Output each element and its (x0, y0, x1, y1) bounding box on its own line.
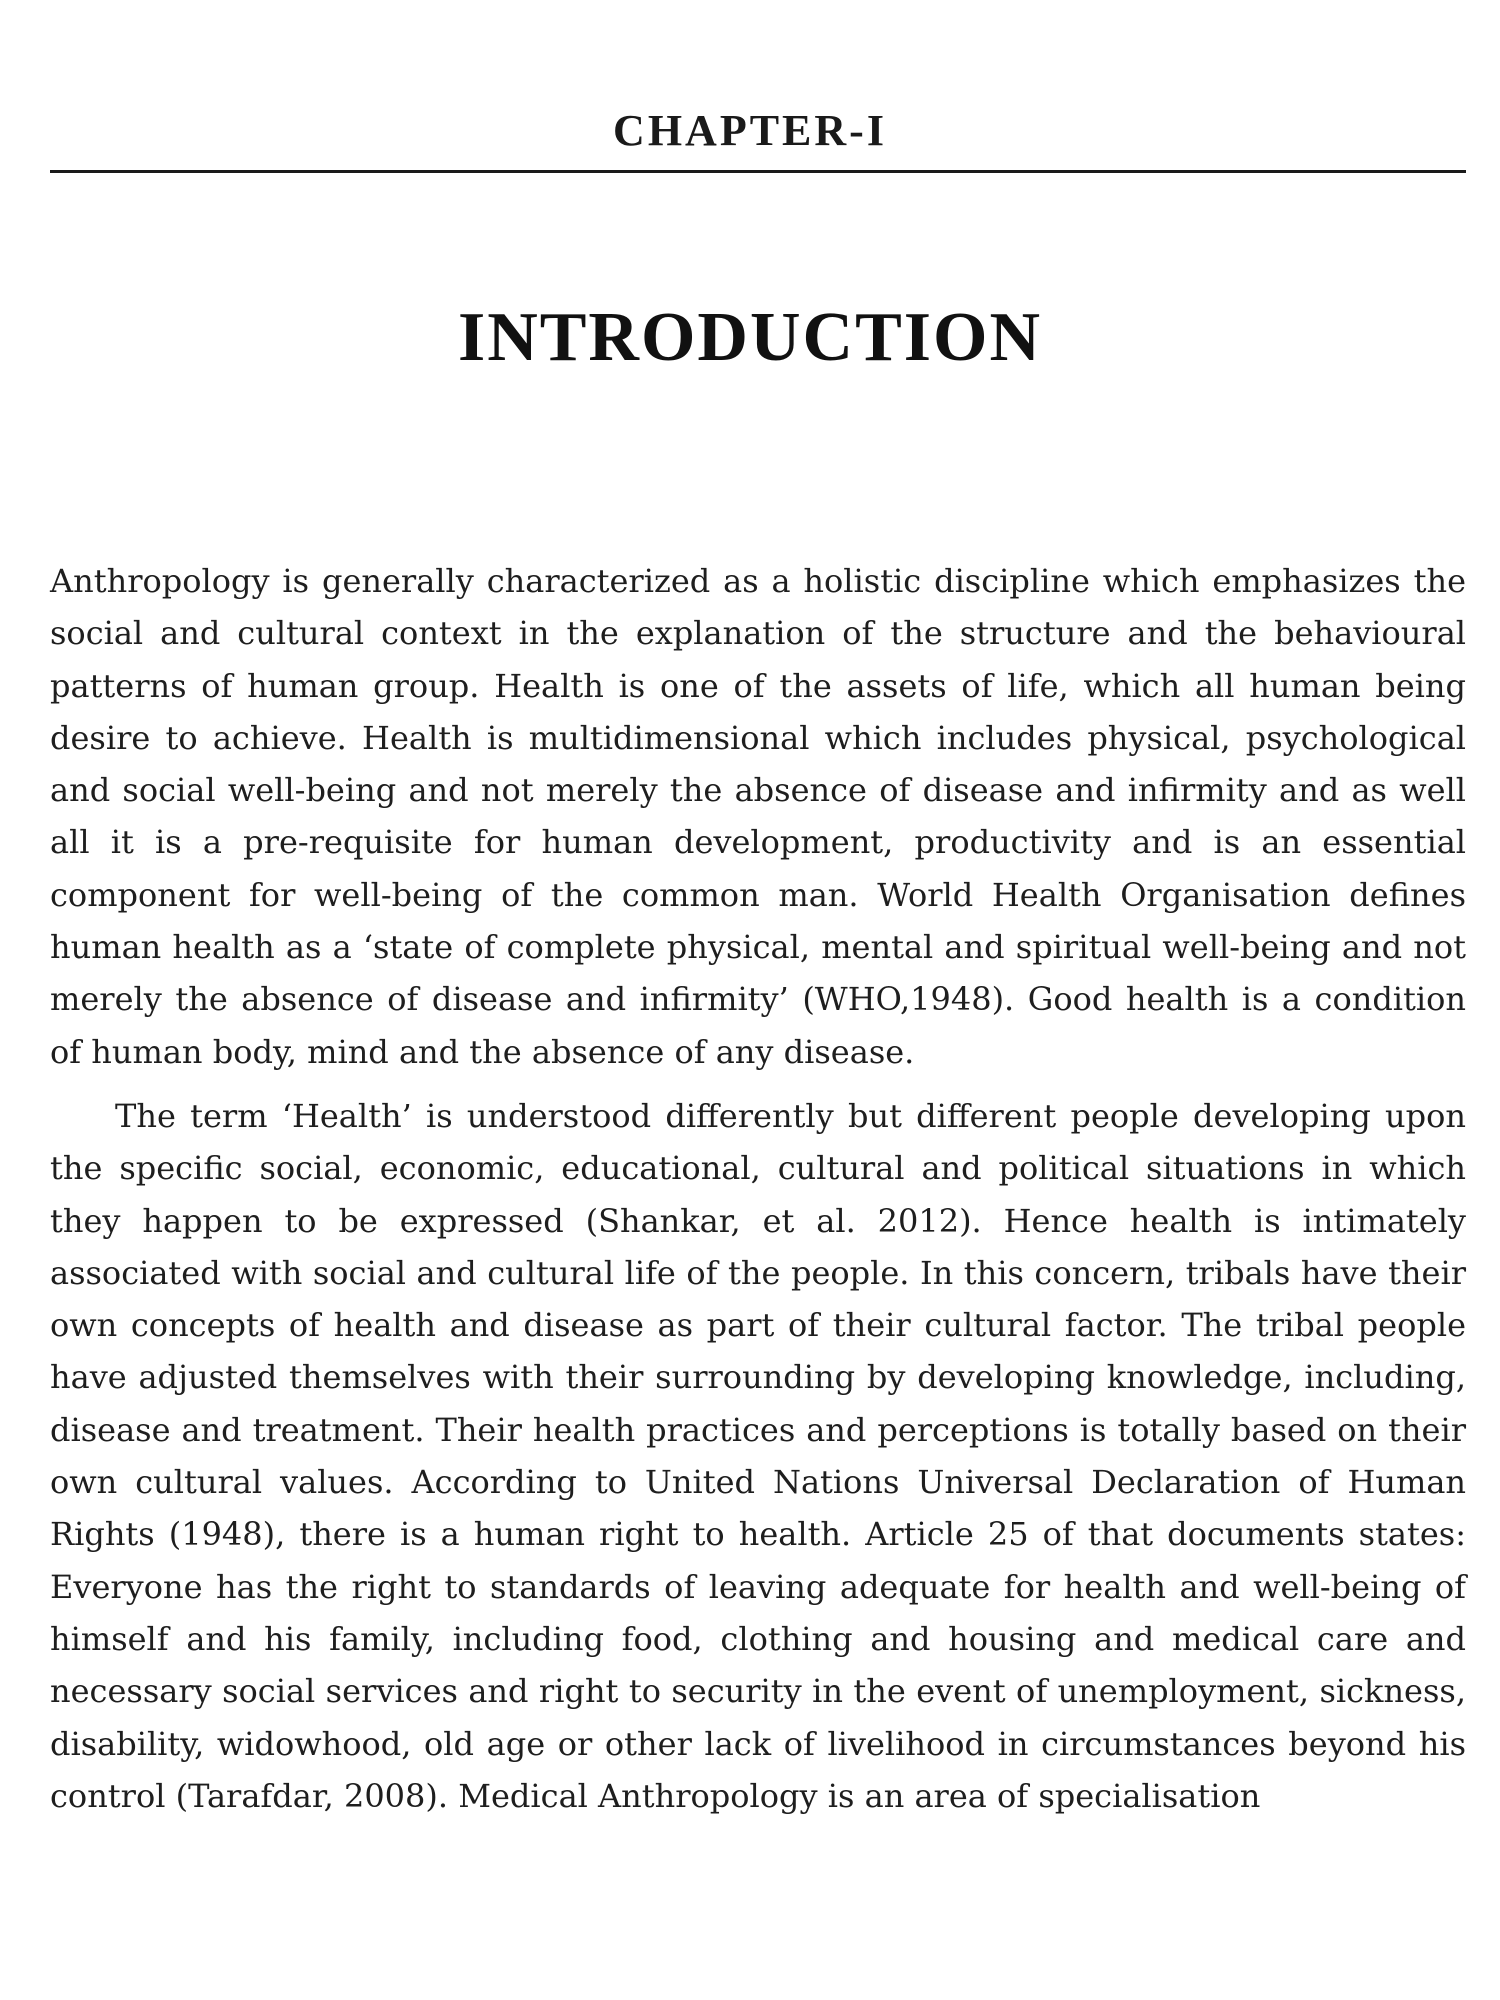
chapter-divider (50, 170, 1466, 173)
body-text (50, 555, 1466, 1822)
chapter-label: CHAPTER-I (613, 106, 887, 155)
paragraph-2: The term ‘Health’ is understood differently but different people developing upon the specific social, economic, educational, cultural and political situations in which they happen to be expressed (Shankar, et al. 2012). Hence health is intimately associated with social and cultural life of the people. In this concern, tribals have their own concepts of health and disease as part of their cultural factor. The tribal people have adjusted themselves with their surrounding by developing knowledge, including, disease and treatment. Their health practices and perceptions is totally based on their own cultural values. According to United Nations Universal Declaration of Human Rights (1948), there is a human right to health. Article 25 of that documents states: Everyone has the right to standards of leaving adequate for health and well-being of himself and his family, including food, clothing and housing and medical care and necessary social services and right to security in the event of unemployment, sickness, disability, widowhood, old age or other lack of livelihood in circumstances beyond his control (Tarafdar, 2008). Medical Anthropology is an area of specialisation (50, 1096, 1466, 1815)
page-title: INTRODUCTION (457, 299, 1043, 376)
paragraph-1: Anthropology is generally characterized as a holistic discipline which emphasizes the social and cultural context in the explanation of the structure and the behavioural patterns of human group. Health is one of the assets of life, which all human being desire to achieve. Health is multidimensional which includes physical, psychological and social well-being and not merely the absence of disease and infirmity and as well all it is a pre-requisite for human development, productivity and is an essential component for well-being of the common man. World Health Organisation defines human health as a ‘state of complete physical, mental and spiritual well-being and not merely the absence of disease and infirmity’ (WHO,1948). Good health is a condition of human body, mind and the absence of any disease. (50, 562, 1466, 1071)
